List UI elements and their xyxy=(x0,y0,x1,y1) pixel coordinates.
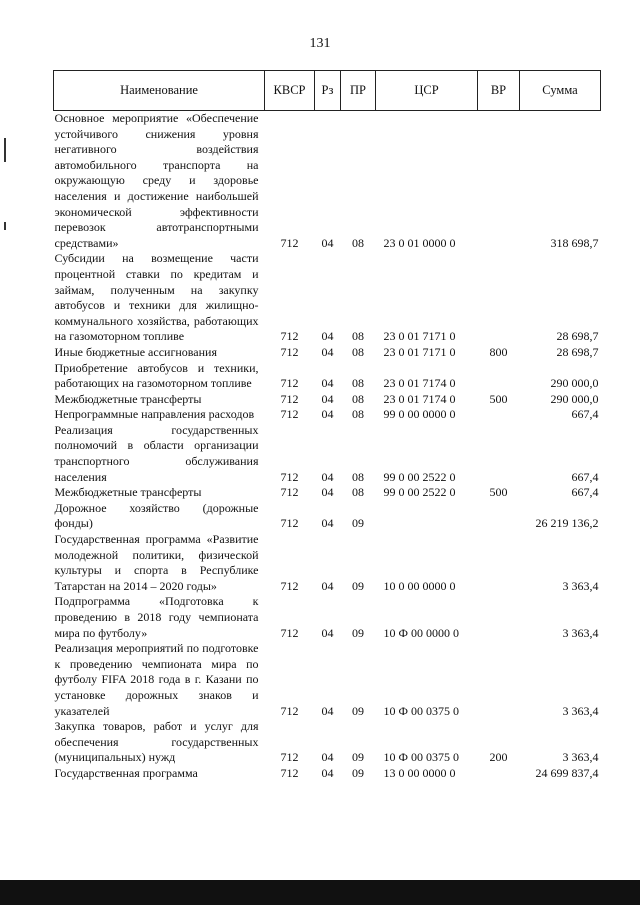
cell-sum: 667,4 xyxy=(571,485,599,500)
scan-margin-mark xyxy=(4,138,6,162)
cell-vr xyxy=(478,594,520,641)
table-row xyxy=(54,392,601,408)
cell-rz: 04 xyxy=(321,516,334,531)
cell-pr: 09 xyxy=(352,516,364,531)
cell-sum: 3 363,4 xyxy=(562,750,599,765)
cell-pr: 08 xyxy=(352,344,364,359)
cell-kvsr: 712 xyxy=(280,750,299,765)
cell-kvsr: 712 xyxy=(280,407,299,422)
cell-kvsr: 712 xyxy=(280,485,299,500)
cell-rz: 04 xyxy=(321,578,334,593)
cell-kvsr: 712 xyxy=(280,329,299,344)
cell-kvsr: 712 xyxy=(280,376,299,391)
cell-rz: 04 xyxy=(321,235,334,250)
cell-pr: 08 xyxy=(352,407,364,422)
cell-pr: 08 xyxy=(352,391,364,406)
cell-sum: 667,4 xyxy=(571,469,599,484)
cell-vr xyxy=(478,111,520,252)
column-header-vr: ВР xyxy=(478,71,520,111)
cell-name: Межбюджетные трансферты xyxy=(54,391,202,406)
table-header-row xyxy=(54,71,601,111)
scan-edge-bar xyxy=(0,880,640,905)
cell-pr: 09 xyxy=(352,625,364,640)
cell-kvsr: 712 xyxy=(280,703,299,718)
cell-name: Закупка товаров, работ и услуг для обеспечения государственных (муниципальных) нужд xyxy=(54,719,259,765)
cell-rz: 04 xyxy=(321,485,334,500)
cell-pr: 09 xyxy=(352,765,364,780)
table-row xyxy=(54,111,601,252)
cell-csr: 23 0 01 7171 0 xyxy=(383,329,456,344)
cell-name: Государственная программа «Развитие молодежной политики, физической культуры и спорта в Республике Татарстан на 2014 – 2020 годы» xyxy=(54,532,259,593)
cell-rz: 04 xyxy=(321,703,334,718)
cell-sum: 3 363,4 xyxy=(562,578,599,593)
table-row xyxy=(54,719,601,766)
table-row xyxy=(54,501,601,532)
column-header-kvsr: КВСР xyxy=(265,71,315,111)
table-row xyxy=(54,345,601,361)
cell-csr: 10 Ф 00 0375 0 xyxy=(383,750,459,765)
cell-name: Дорожное хозяйство (дорожные фонды) xyxy=(54,500,259,531)
column-header-name: Наименование xyxy=(54,71,265,111)
cell-csr: 23 0 01 7174 0 xyxy=(383,376,456,391)
table-row xyxy=(54,361,601,392)
cell-pr: 09 xyxy=(352,578,364,593)
cell-rz: 04 xyxy=(321,625,334,640)
cell-rz: 04 xyxy=(321,407,334,422)
cell-sum: 290 000,0 xyxy=(550,391,599,406)
page-number: 131 xyxy=(309,36,331,51)
cell-sum: 24 699 837,4 xyxy=(535,765,599,780)
cell-pr: 09 xyxy=(352,750,364,765)
cell-rz: 04 xyxy=(321,765,334,780)
cell-csr: 23 0 01 0000 0 xyxy=(383,235,456,250)
cell-csr: 10 0 00 0000 0 xyxy=(383,578,456,593)
cell-rz: 04 xyxy=(321,469,334,484)
cell-name: Непрограммные направления расходов xyxy=(54,407,255,422)
cell-kvsr: 712 xyxy=(280,235,299,250)
budget-table xyxy=(53,70,601,782)
cell-vr: 500 xyxy=(489,485,508,500)
cell-sum: 28 698,7 xyxy=(556,344,599,359)
cell-csr: 99 0 00 2522 0 xyxy=(383,469,456,484)
column-header-csr: ЦСР xyxy=(376,71,478,111)
cell-pr: 08 xyxy=(352,485,364,500)
column-header-rz: Рз xyxy=(315,71,341,111)
cell-vr xyxy=(478,501,520,532)
cell-name: Приобретение автобусов и техники, работающих на газомоторном топливе xyxy=(54,360,259,391)
cell-kvsr: 712 xyxy=(280,765,299,780)
cell-vr xyxy=(478,361,520,392)
cell-rz: 04 xyxy=(321,391,334,406)
cell-name: Основное мероприятие «Обеспечение устойчивого снижения уровня негативного воздействия автомобильного транспорта на окружающую среду и здоровье населения и достижение наибольшей экономической эффективности перевозок автотранспортными средствами» xyxy=(54,111,259,250)
cell-kvsr: 712 xyxy=(280,391,299,406)
cell-vr xyxy=(478,407,520,423)
cell-vr: 500 xyxy=(489,391,508,406)
cell-kvsr: 712 xyxy=(280,578,299,593)
cell-rz: 04 xyxy=(321,750,334,765)
column-header-pr: ПР xyxy=(341,71,376,111)
cell-rz: 04 xyxy=(321,329,334,344)
cell-pr: 08 xyxy=(352,376,364,391)
table-row xyxy=(54,641,601,719)
cell-name: Реализация мероприятий по подготовке к проведению чемпионата мира по футболу FIFA 2018 года в г. Казани по установке дорожных знаков и указателей xyxy=(54,641,259,718)
cell-rz: 04 xyxy=(321,376,334,391)
cell-pr: 09 xyxy=(352,703,364,718)
cell-rz: 04 xyxy=(321,344,334,359)
cell-name: Подпрограмма «Подготовка к проведению в 2018 году чемпионата мира по футболу» xyxy=(54,594,259,640)
column-header-sum: Сумма xyxy=(520,71,601,111)
table-row xyxy=(54,423,601,485)
cell-csr: 10 Ф 00 0000 0 xyxy=(383,625,459,640)
cell-kvsr: 712 xyxy=(280,344,299,359)
cell-pr: 08 xyxy=(352,329,364,344)
table-row xyxy=(54,532,601,594)
cell-csr: 13 0 00 0000 0 xyxy=(383,765,456,780)
table-row xyxy=(54,251,601,345)
cell-csr: 23 0 01 7171 0 xyxy=(383,344,456,359)
cell-name: Межбюджетные трансферты xyxy=(54,485,202,500)
cell-name: Государственная программа xyxy=(54,765,198,780)
cell-csr: 99 0 00 0000 0 xyxy=(383,407,456,422)
table-row xyxy=(54,407,601,423)
cell-name: Реализация государственных полномочий в области организации транспортного обслуживания населения xyxy=(54,422,259,484)
cell-sum: 28 698,7 xyxy=(556,329,599,344)
scan-margin-mark xyxy=(4,222,6,230)
cell-csr: 23 0 01 7174 0 xyxy=(383,391,456,406)
cell-vr xyxy=(478,532,520,594)
table-row xyxy=(54,766,601,782)
cell-sum: 3 363,4 xyxy=(562,703,599,718)
table-body xyxy=(54,111,601,782)
cell-name: Субсидии на возмещение части процентной ставки по кредитам и займам, полученным на закупку автобусов и техники для жилищно-коммунального хозяйства, работающих на газомоторном топливе xyxy=(54,251,259,344)
cell-sum: 667,4 xyxy=(571,407,599,422)
cell-sum: 3 363,4 xyxy=(562,625,599,640)
cell-sum: 290 000,0 xyxy=(550,376,599,391)
cell-vr: 200 xyxy=(489,750,508,765)
cell-vr xyxy=(478,766,520,782)
cell-vr xyxy=(478,641,520,719)
cell-kvsr: 712 xyxy=(280,469,299,484)
cell-kvsr: 712 xyxy=(280,625,299,640)
table-row xyxy=(54,594,601,641)
cell-csr: 99 0 00 2522 0 xyxy=(383,485,456,500)
cell-sum: 318 698,7 xyxy=(550,235,599,250)
cell-name: Иные бюджетные ассигнования xyxy=(54,344,217,359)
cell-vr xyxy=(478,423,520,485)
table-row xyxy=(54,485,601,501)
cell-csr: 10 Ф 00 0375 0 xyxy=(383,703,459,718)
cell-vr: 800 xyxy=(489,344,508,359)
cell-pr: 08 xyxy=(352,469,364,484)
cell-kvsr: 712 xyxy=(280,516,299,531)
cell-vr xyxy=(478,251,520,345)
cell-pr: 08 xyxy=(352,235,364,250)
cell-csr xyxy=(376,501,478,532)
cell-sum: 26 219 136,2 xyxy=(535,516,599,531)
